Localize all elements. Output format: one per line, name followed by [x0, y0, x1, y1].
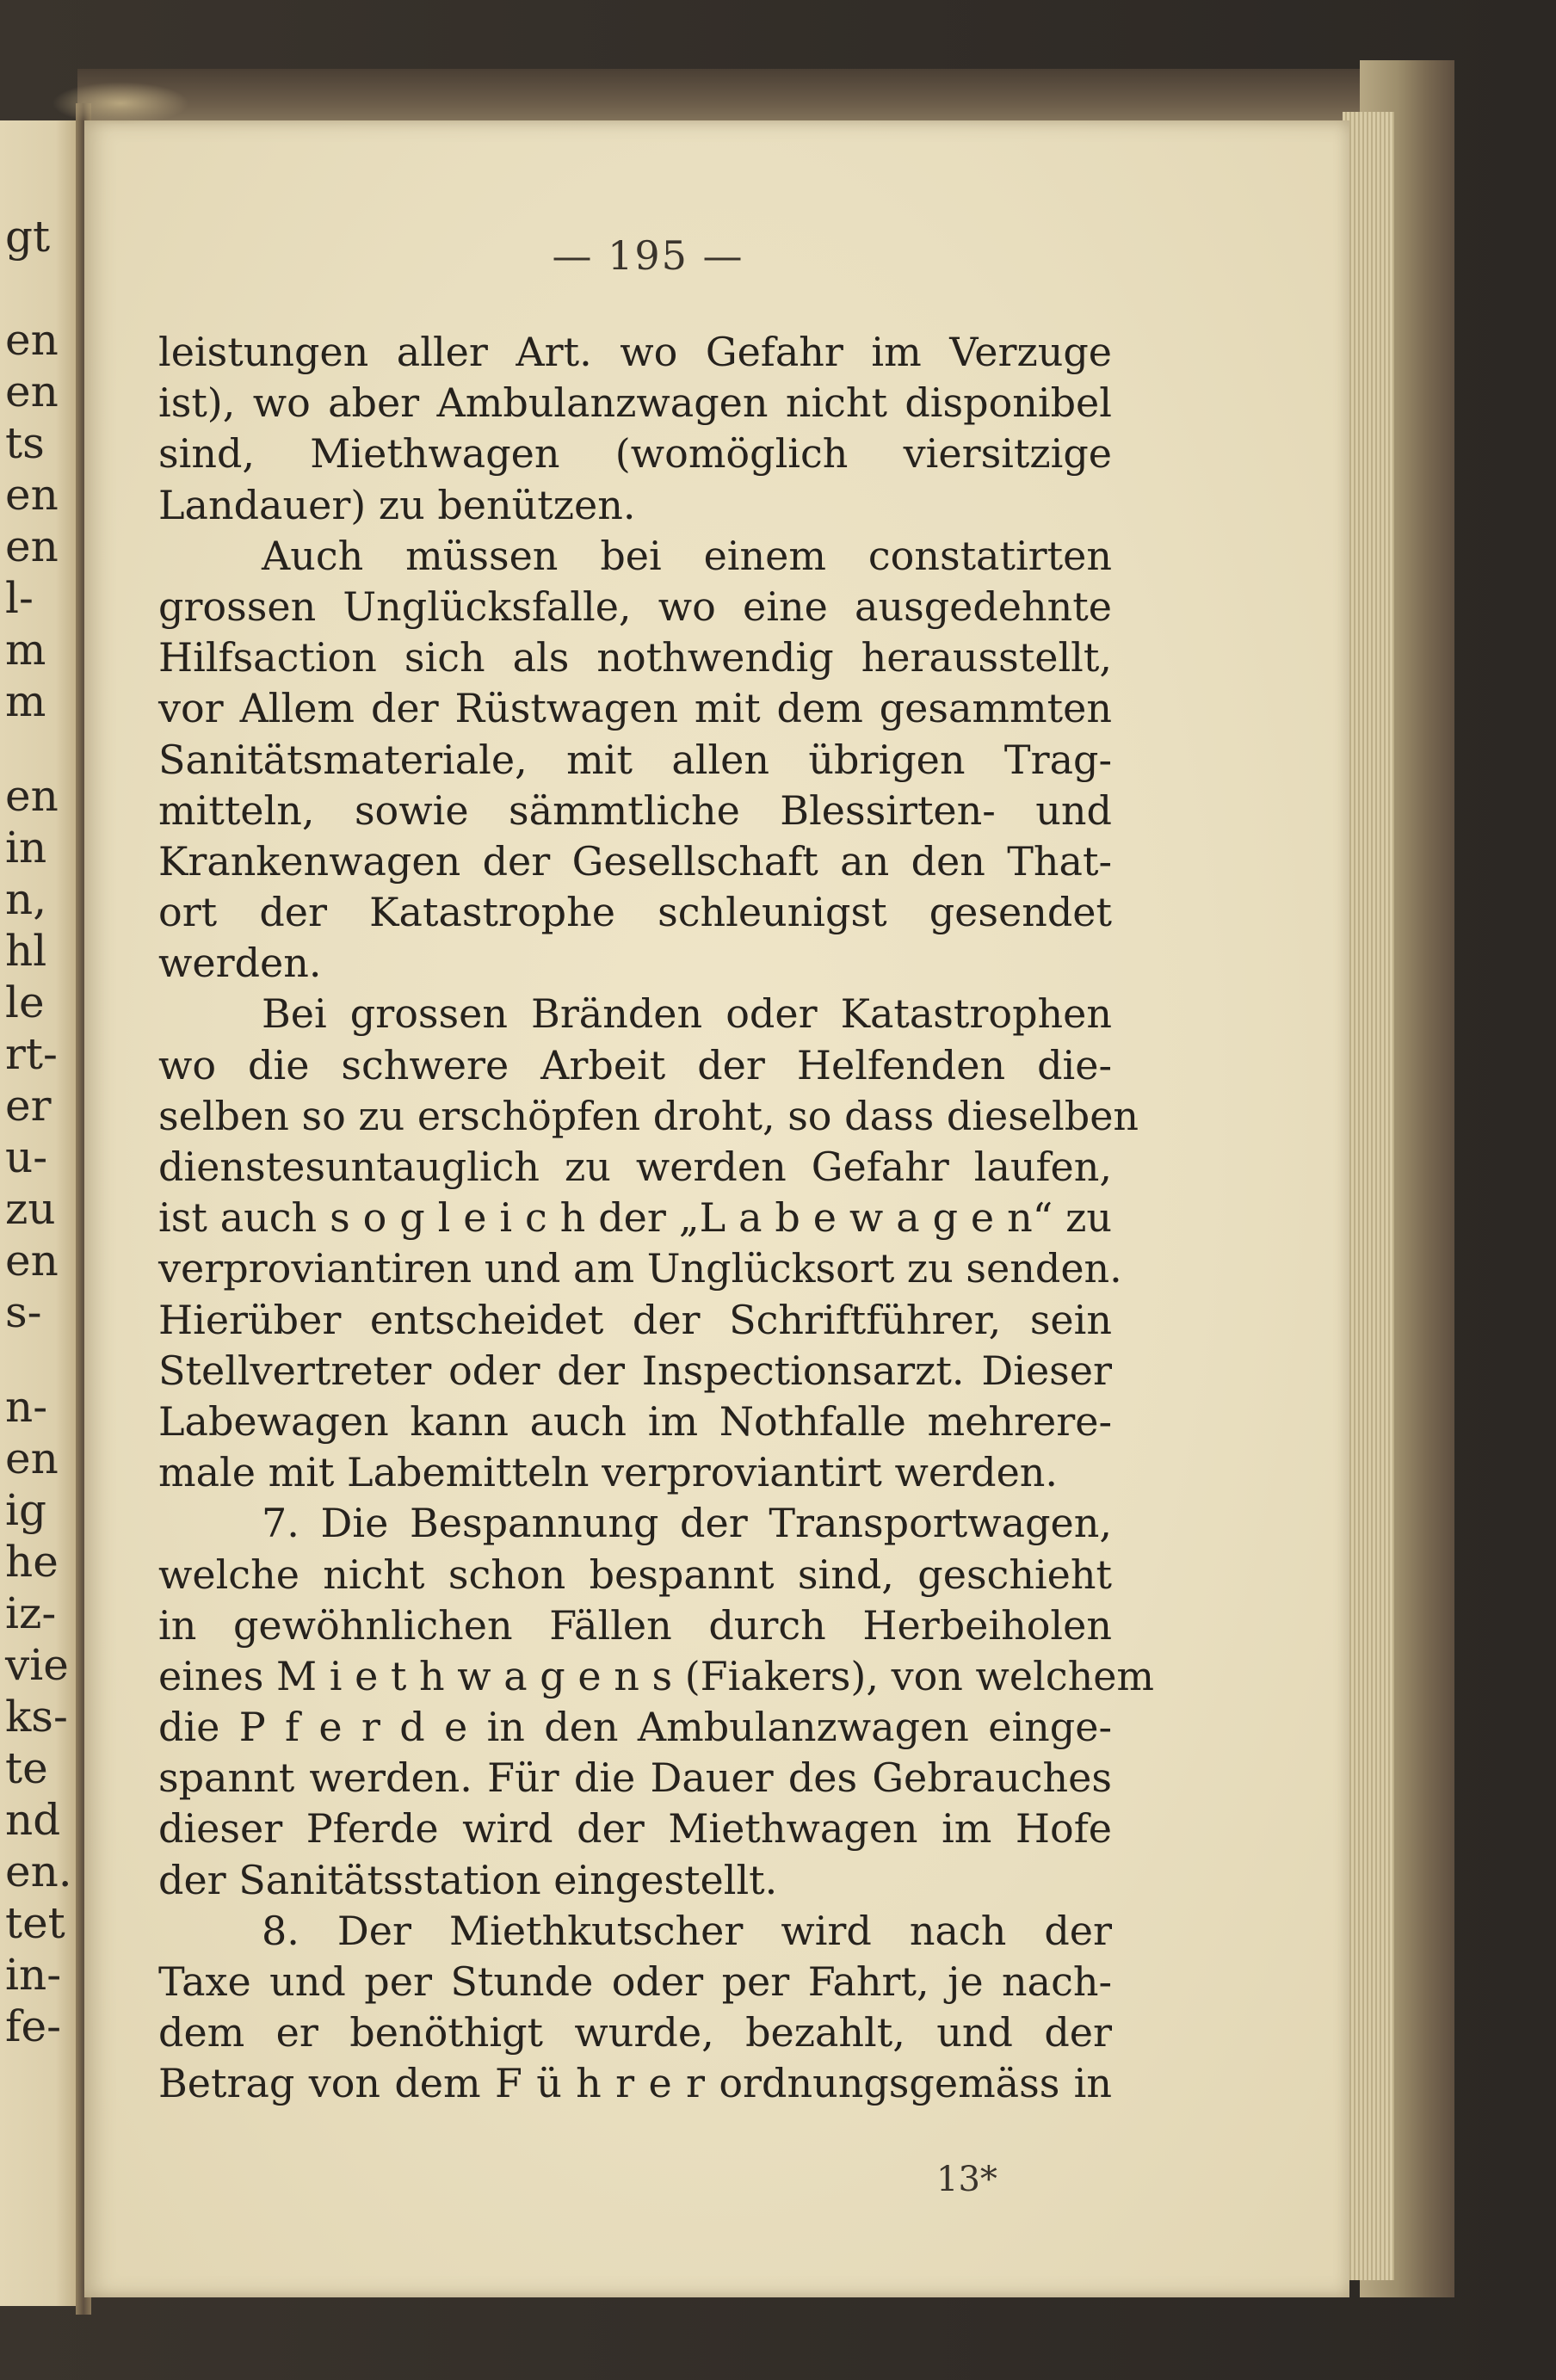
- text-line: vor Allem der Rüstwagen mit dem gesammten: [158, 685, 1112, 732]
- left-page-fragment: he: [5, 1537, 59, 1587]
- left-page-fragment: fe-: [5, 2001, 61, 2051]
- text-line: male mit Labemitteln verproviantirt werden.: [158, 1449, 1059, 1496]
- left-page-fragment: nd: [5, 1795, 61, 1845]
- text-line: dem er benöthigt wurde, bezahlt, und der: [158, 2009, 1112, 2056]
- left-page-fragment: en.: [5, 1847, 72, 1896]
- text-line: Krankenwagen der Gesellschaft an den That-: [158, 837, 1112, 885]
- left-page-fragment: le: [5, 977, 45, 1027]
- text-line: wo die schwere Arbeit der Helfenden die-: [158, 1041, 1112, 1088]
- left-page-fragment: s-: [5, 1287, 42, 1337]
- text-line: ist auch s o g l e i c h der „L a b e w a g e n“ zu: [158, 1194, 1112, 1242]
- text-line: Hierüber entscheidet der Schriftführer, sein: [158, 1296, 1112, 1343]
- text-line: Landauer) zu benützen.: [158, 481, 636, 528]
- text-line: Taxe und per Stunde oder per Fahrt, je nach-: [158, 1958, 1112, 2005]
- text-line: ort der Katastrophe schleunigst gesendet: [158, 889, 1112, 936]
- left-page-fragment: ks-: [5, 1692, 68, 1742]
- left-page-fragment: iz-: [5, 1588, 57, 1638]
- text-line: welche nicht schon bespannt sind, geschieht: [158, 1551, 1112, 1598]
- text-line: sind, Miethwagen (womöglich viersitzige: [158, 430, 1112, 478]
- text-line: eines M i e t h w a g e n s (Fiakers), von welchem: [158, 1652, 1155, 1699]
- text-line: Labewagen kann auch im Nothfalle mehrere-: [158, 1397, 1112, 1445]
- left-page-fragment: u-: [5, 1132, 48, 1182]
- left-page-strip: [0, 120, 79, 2306]
- text-line: grossen Unglücksfalle, wo eine ausgedehnte: [158, 583, 1112, 630]
- left-page-fragment: m: [5, 676, 46, 726]
- left-page-fragment: en: [5, 367, 59, 416]
- text-line: dienstesuntauglich zu werden Gefahr laufen,: [158, 1144, 1112, 1190]
- text-line: in gewöhnlichen Fällen durch Herbeiholen: [158, 1601, 1112, 1649]
- left-page-fragment: m: [5, 625, 46, 675]
- text-line: ist), wo aber Ambulanzwagen nicht disponibel: [158, 379, 1112, 427]
- left-page-fragment: en: [5, 1434, 59, 1483]
- left-page-fragment: en: [5, 771, 59, 821]
- text-line: die P f e r d e in den Ambulanzwagen einge-: [158, 1704, 1112, 1751]
- text-line: dieser Pferde wird der Miethwagen im Hofe: [158, 1805, 1112, 1853]
- left-page-fragment: en: [5, 470, 59, 520]
- text-line: verproviantiren und am Unglücksort zu senden.: [158, 1245, 1122, 1292]
- left-page-fragment: en: [5, 1236, 59, 1286]
- text-line: Betrag von dem F ü h r e r ordnungsgemäss in: [158, 2060, 1112, 2107]
- text-line: selben so zu erschöpfen droht, so dass dieselben: [158, 1092, 1139, 1139]
- left-page-fragment: ig: [5, 1485, 46, 1535]
- text-line: mitteln, sowie sämmtliche Blessirten- und: [158, 786, 1112, 834]
- body-text: [158, 327, 1155, 2110]
- right-page: [84, 120, 1349, 2297]
- text-line: Sanitätsmateriale, mit allen übrigen Trag-: [158, 736, 1112, 783]
- text-line: Hilfsaction sich als nothwendig herausstellt,: [158, 634, 1112, 681]
- left-page-fragment: n-: [5, 1382, 48, 1432]
- printer-signature-mark: 13*: [936, 2160, 997, 2199]
- left-page-fragment: hl: [5, 926, 47, 976]
- left-page-fragment: er: [5, 1081, 52, 1131]
- text-line: 8. Der Miethkutscher wird nach der: [262, 1907, 1112, 1954]
- page-block-edges: [1343, 112, 1394, 2280]
- text-line: leistungen aller Art. wo Gefahr im Verzuge: [158, 329, 1112, 375]
- text-line: Auch müssen bei einem constatirten: [262, 532, 1112, 579]
- text-line: spannt werden. Für die Dauer des Gebrauches: [158, 1754, 1112, 1802]
- left-page-fragment: in-: [5, 1950, 62, 2000]
- left-page-fragment: te: [5, 1743, 48, 1793]
- text-line: Stellvertreter oder der Inspectionsarzt. Dieser: [158, 1347, 1112, 1394]
- text-line: werden.: [158, 940, 322, 987]
- left-page-fragment: gt: [5, 212, 51, 262]
- left-page-fragment: en: [5, 521, 59, 571]
- left-page-fragment: ts: [5, 418, 45, 468]
- left-page-fragment: tet: [5, 1898, 65, 1948]
- left-page-fragment: en: [5, 315, 59, 365]
- paper-stain: [52, 82, 189, 125]
- left-page-fragment: zu: [5, 1184, 56, 1234]
- left-page-fragment: l-: [5, 573, 34, 623]
- text-line: Bei grossen Bränden oder Katastrophen: [262, 990, 1112, 1038]
- left-page-fragment: vie: [5, 1640, 69, 1690]
- left-page-fragment: n,: [5, 874, 47, 924]
- text-line: der Sanitätsstation eingestellt.: [158, 1856, 778, 1903]
- text-line: 7. Die Bespannung der Transportwagen,: [262, 1500, 1112, 1547]
- left-page-fragment: in: [5, 823, 47, 872]
- left-page-fragment: rt-: [5, 1029, 58, 1079]
- page-number: — 195 —: [552, 232, 744, 279]
